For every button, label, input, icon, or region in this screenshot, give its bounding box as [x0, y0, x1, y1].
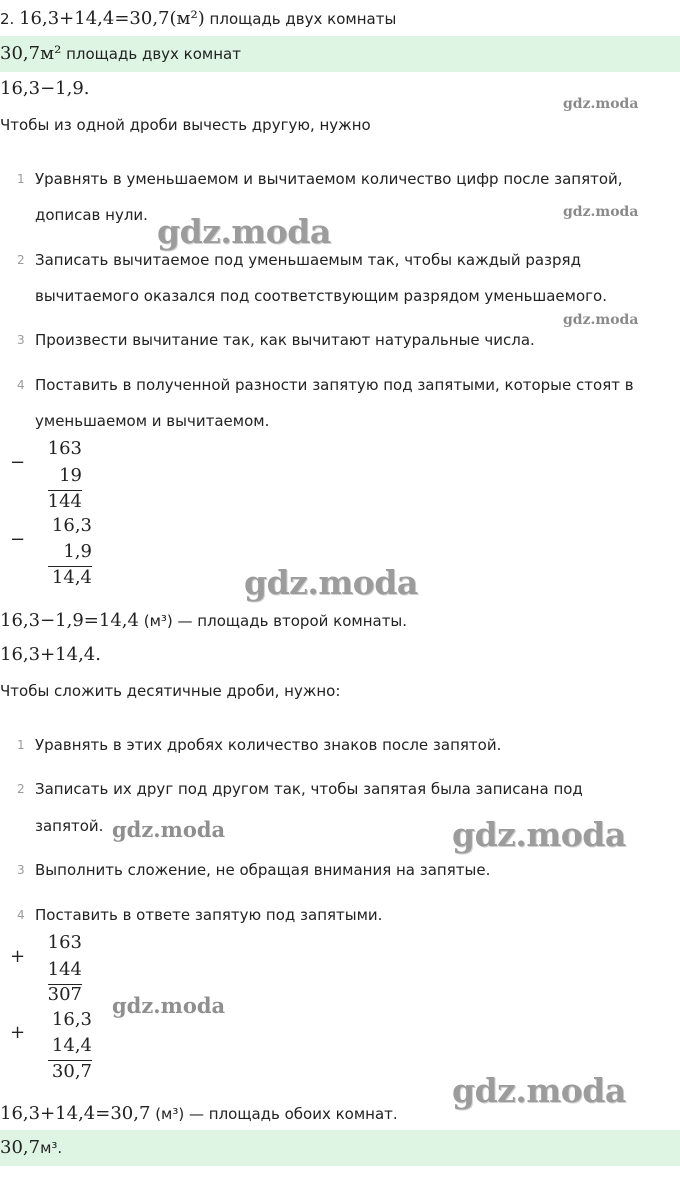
watermark: gdz.moda	[112, 817, 226, 842]
step-text-continued: уменьшаемом и вычитаемом.	[35, 412, 270, 430]
column-addend-2: 144	[47, 959, 82, 980]
column-subtrahend: 19	[59, 465, 82, 486]
plus-sign: +	[10, 1022, 26, 1043]
column-subtrahend: 1,9	[63, 541, 92, 562]
minus-sign: −	[10, 529, 26, 550]
watermark: gdz.moda	[112, 993, 226, 1018]
task-line-total	[0, 8, 396, 29]
answer-line-1	[0, 43, 241, 64]
column-difference: 144	[47, 491, 82, 512]
watermark: gdz.moda	[563, 96, 639, 112]
column-difference: 14,4	[51, 567, 92, 588]
step-text: Записать их друг под другом так, чтобы запятая была записана под	[35, 780, 583, 798]
step-text: Уравнять в этих дробях количество знаков после запятой.	[35, 736, 502, 754]
watermark: gdz.moda	[157, 212, 331, 251]
addition-result-formula: 16,3+14,4=30,7	[0, 1103, 151, 1124]
subtraction-result-formula: 16,3−1,9=14,4	[0, 610, 139, 631]
subtraction-result-caption: (м³) — площадь второй комнаты.	[143, 612, 408, 630]
watermark: gdz.moda	[452, 815, 626, 854]
column-sum: 30,7	[51, 1061, 92, 1082]
watermark: gdz.moda	[452, 1071, 626, 1110]
step-text-continued: дописав нули.	[35, 206, 148, 224]
step-text: Поставить в ответе запятую под запятыми.	[35, 906, 383, 924]
step-number: 1	[17, 738, 25, 752]
step-number: 4	[17, 378, 25, 392]
total-area-formula: 16,3+14,4=30,7(м²)	[19, 8, 205, 29]
step-number: 4	[17, 908, 25, 922]
addition-result-line	[0, 1103, 398, 1124]
watermark: gdz.moda	[244, 563, 418, 602]
watermark: gdz.moda	[563, 204, 639, 220]
subtraction-result-line	[0, 610, 407, 631]
addition-intro: Чтобы сложить десятичные дроби, нужно:	[0, 682, 341, 700]
plus-sign: +	[10, 946, 26, 967]
column-minuend: 163	[47, 438, 82, 459]
step-text-continued: вычитаемого оказался под соответствующим разрядом уменьшаемого.	[35, 287, 607, 305]
step-number: 2	[17, 782, 25, 796]
column-addend-2: 14,4	[51, 1035, 92, 1056]
column-addend-1: 16,3	[51, 1009, 92, 1030]
minus-sign: −	[10, 452, 26, 473]
subtraction-intro: Чтобы из одной дроби вычесть другую, нужно	[0, 116, 371, 134]
answer-1-value: 30,7м²	[0, 43, 62, 64]
step-text: Выполнить сложение, не обращая внимания на запятые.	[35, 861, 491, 879]
answer-1-caption: площадь двух комнат	[66, 45, 241, 63]
column-minuend: 16,3	[51, 515, 92, 536]
step-number: 3	[17, 333, 25, 347]
subtraction-expression: 16,3−1,9.	[0, 78, 90, 99]
answer-highlight-2	[0, 1130, 680, 1166]
answer-2-unit: м³.	[40, 1139, 63, 1157]
watermark: gdz.moda	[563, 312, 639, 328]
step-number: 1	[17, 172, 25, 186]
addition-result-caption: (м³) — площадь обоих комнат.	[155, 1105, 398, 1123]
answer-line-2	[0, 1137, 62, 1158]
total-area-caption: площадь двух комнаты	[209, 10, 397, 28]
step-text: Произвести вычитание так, как вычитают натуральные числа.	[35, 331, 535, 349]
step-number: 2	[17, 253, 25, 267]
column-addend-1: 163	[47, 932, 82, 953]
step-text: Записать вычитаемое под уменьшаемым так, чтобы каждый разряд	[35, 251, 581, 269]
column-sum: 307	[47, 984, 82, 1005]
step-text: Поставить в полученной разности запятую под запятыми, которые стоят в	[35, 376, 634, 394]
step-text-continued: запятой.	[35, 817, 104, 835]
answer-2-value: 30,7	[0, 1137, 41, 1158]
addition-expression: 16,3+14,4.	[0, 644, 101, 665]
step-number: 3	[17, 863, 25, 877]
task-number: 2.	[0, 10, 15, 28]
step-text: Уравнять в уменьшаемом и вычитаемом количество цифр после запятой,	[35, 170, 623, 188]
